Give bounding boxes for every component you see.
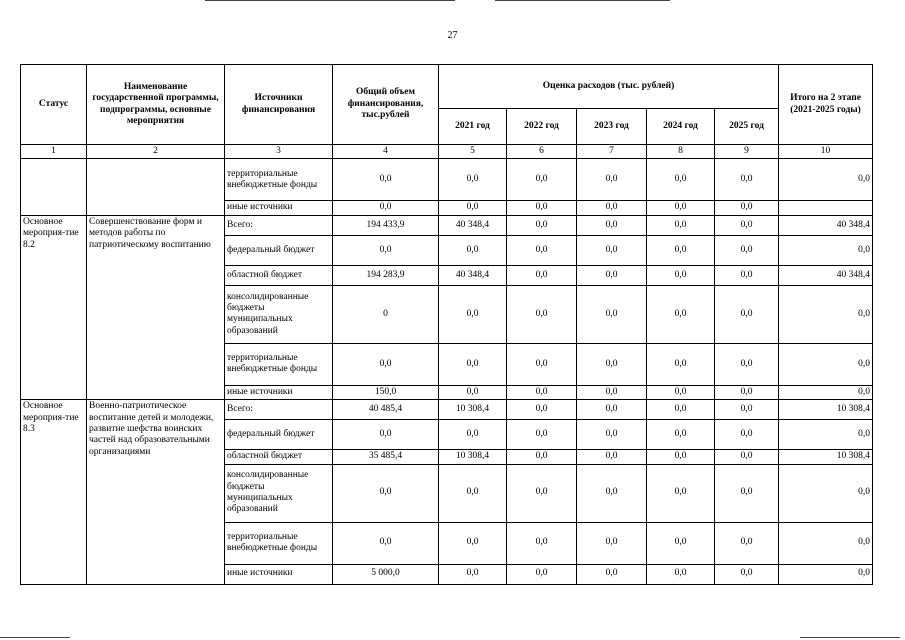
year-cell: 0,0 <box>507 522 577 564</box>
stage-total-cell: 0,0 <box>779 159 873 201</box>
column-number: 5 <box>439 145 507 159</box>
year-cell: 0,0 <box>577 385 647 399</box>
funding-source-cell: федеральный бюджет <box>225 235 333 265</box>
year-cell: 0,0 <box>507 159 577 201</box>
column-number: 4 <box>333 145 439 159</box>
year-cell: 0,0 <box>577 235 647 265</box>
year-cell: 0,0 <box>507 235 577 265</box>
year-cell: 0,0 <box>647 564 715 584</box>
funding-source-cell: иные источники <box>225 564 333 584</box>
column-number-row <box>21 145 873 159</box>
year-cell: 0,0 <box>647 215 715 235</box>
status-cell <box>21 159 87 215</box>
year-cell: 0,0 <box>715 201 779 215</box>
funding-source-cell: областной бюджет <box>225 265 333 285</box>
year-cell: 0,0 <box>647 385 715 399</box>
column-number: 1 <box>21 145 87 159</box>
total-cell: 0,0 <box>333 464 439 522</box>
year-cell: 0,0 <box>439 522 507 564</box>
header-status: Статус <box>21 65 87 145</box>
year-cell: 0,0 <box>507 420 577 450</box>
year-cell: 0,0 <box>647 159 715 201</box>
year-cell: 0,0 <box>507 564 577 584</box>
year-cell: 0,0 <box>647 265 715 285</box>
header-year: 2025 год <box>715 109 779 145</box>
year-cell: 0,0 <box>647 343 715 385</box>
status-cell: Основное мероприя-тие 8.3 <box>21 400 87 584</box>
total-cell: 0,0 <box>333 522 439 564</box>
year-cell: 0,0 <box>577 285 647 343</box>
scan-edge-mark-bottom-left <box>0 637 70 638</box>
year-cell: 0,0 <box>577 215 647 235</box>
funding-source-cell: консолидированные бюджеты муниципальных образований <box>225 285 333 343</box>
year-cell: 0,0 <box>715 385 779 399</box>
year-cell: 0,0 <box>647 400 715 420</box>
year-cell: 0,0 <box>507 385 577 399</box>
header-total: Общий объем финансирования, тыс.рублей <box>333 65 439 145</box>
year-cell: 0,0 <box>715 285 779 343</box>
year-cell: 0,0 <box>507 343 577 385</box>
header-year: 2021 год <box>439 109 507 145</box>
activity-name-cell: Совершенствование форм и методов работы по патриотическому воспитанию <box>87 215 225 399</box>
year-cell: 0,0 <box>439 420 507 450</box>
year-cell: 0,0 <box>715 522 779 564</box>
scan-edge-mark-top-left <box>205 0 455 1</box>
funding-source-cell: территориальные внебюджетные фонды <box>225 159 333 201</box>
stage-total-cell: 0,0 <box>779 522 873 564</box>
year-cell: 0,0 <box>647 235 715 265</box>
total-cell: 0 <box>333 285 439 343</box>
year-cell: 0,0 <box>715 450 779 464</box>
year-cell: 0,0 <box>715 235 779 265</box>
funding-source-cell: Всего: <box>225 215 333 235</box>
header-stage-total: Итого на 2 этапе (2021-2025 годы) <box>779 65 873 145</box>
year-cell: 0,0 <box>715 400 779 420</box>
stage-total-cell: 0,0 <box>779 420 873 450</box>
column-number: 8 <box>647 145 715 159</box>
year-cell: 0,0 <box>577 400 647 420</box>
column-number: 3 <box>225 145 333 159</box>
year-cell: 10 308,4 <box>439 400 507 420</box>
column-number: 7 <box>577 145 647 159</box>
year-cell: 0,0 <box>439 564 507 584</box>
year-cell: 0,0 <box>577 343 647 385</box>
year-cell: 0,0 <box>507 464 577 522</box>
activity-name-cell <box>87 159 225 215</box>
column-number: 10 <box>779 145 873 159</box>
header-estimate: Оценка расходов (тыс. рублей) <box>439 65 779 109</box>
year-cell: 0,0 <box>507 285 577 343</box>
status-cell: Основное мероприя-тие 8.2 <box>21 215 87 399</box>
year-cell: 0,0 <box>577 464 647 522</box>
year-cell: 0,0 <box>577 522 647 564</box>
total-cell: 0,0 <box>333 201 439 215</box>
funding-source-cell: территориальные внебюджетные фонды <box>225 343 333 385</box>
funding-source-cell: иные источники <box>225 385 333 399</box>
year-cell: 0,0 <box>507 400 577 420</box>
year-cell: 0,0 <box>647 420 715 450</box>
total-cell: 0,0 <box>333 235 439 265</box>
year-cell: 0,0 <box>507 201 577 215</box>
total-cell: 0,0 <box>333 343 439 385</box>
header-year: 2024 год <box>647 109 715 145</box>
year-cell: 0,0 <box>439 343 507 385</box>
year-cell: 0,0 <box>507 265 577 285</box>
year-cell: 0,0 <box>647 522 715 564</box>
year-cell: 0,0 <box>439 385 507 399</box>
year-cell: 0,0 <box>439 235 507 265</box>
total-cell: 194 283,9 <box>333 265 439 285</box>
column-number: 2 <box>87 145 225 159</box>
stage-total-cell: 0,0 <box>779 385 873 399</box>
header-name: Наименование государственной программы, подпрограммы, основные мероприятия <box>87 65 225 145</box>
year-cell: 0,0 <box>715 159 779 201</box>
year-cell: 0,0 <box>577 420 647 450</box>
funding-source-cell: областной бюджет <box>225 450 333 464</box>
year-cell: 0,0 <box>715 265 779 285</box>
page-number: 27 <box>447 30 458 41</box>
stage-total-cell: 40 348,4 <box>779 265 873 285</box>
year-cell: 0,0 <box>577 265 647 285</box>
stage-total-cell: 0,0 <box>779 564 873 584</box>
table-header <box>21 65 873 159</box>
stage-total-cell: 0,0 <box>779 285 873 343</box>
year-cell: 0,0 <box>507 215 577 235</box>
total-cell: 40 485,4 <box>333 400 439 420</box>
header-year: 2022 год <box>507 109 577 145</box>
year-cell: 0,0 <box>439 464 507 522</box>
total-cell: 5 000,0 <box>333 564 439 584</box>
year-cell: 0,0 <box>577 450 647 464</box>
year-cell: 0,0 <box>647 450 715 464</box>
year-cell: 0,0 <box>647 285 715 343</box>
stage-total-cell: 0,0 <box>779 343 873 385</box>
funding-source-cell: иные источники <box>225 201 333 215</box>
year-cell: 0,0 <box>439 159 507 201</box>
year-cell: 0,0 <box>715 215 779 235</box>
year-cell: 0,0 <box>577 159 647 201</box>
budget-table <box>20 64 873 585</box>
year-cell: 40 348,4 <box>439 215 507 235</box>
stage-total-cell <box>779 201 873 215</box>
funding-source-cell: территориальные внебюджетные фонды <box>225 522 333 564</box>
stage-total-cell: 0,0 <box>779 464 873 522</box>
funding-source-cell: федеральный бюджет <box>225 420 333 450</box>
year-cell: 0,0 <box>647 201 715 215</box>
funding-source-cell: консолидированные бюджеты муниципальных образований <box>225 464 333 522</box>
stage-total-cell: 0,0 <box>779 235 873 265</box>
stage-total-cell: 10 308,4 <box>779 400 873 420</box>
table-row <box>21 400 873 420</box>
table-row <box>21 215 873 235</box>
table-body <box>21 159 873 584</box>
total-cell: 0,0 <box>333 420 439 450</box>
scan-edge-mark-top-right <box>495 0 670 1</box>
year-cell: 0,0 <box>647 464 715 522</box>
year-cell: 0,0 <box>439 285 507 343</box>
stage-total-cell: 10 308,4 <box>779 450 873 464</box>
year-cell: 0,0 <box>715 343 779 385</box>
funding-source-cell: Всего: <box>225 400 333 420</box>
total-cell: 150,0 <box>333 385 439 399</box>
table-row <box>21 159 873 201</box>
column-number: 9 <box>715 145 779 159</box>
column-number: 6 <box>507 145 577 159</box>
year-cell: 10 308,4 <box>439 450 507 464</box>
year-cell: 0,0 <box>715 420 779 450</box>
year-cell: 0,0 <box>507 450 577 464</box>
year-cell: 40 348,4 <box>439 265 507 285</box>
stage-total-cell: 40 348,4 <box>779 215 873 235</box>
scan-edge-mark-bottom-right <box>800 637 900 638</box>
activity-name-cell: Военно-патриотическое воспитание детей и молодежи, развитие шефства воинских частей над образовательными организациями <box>87 400 225 584</box>
total-cell: 35 485,4 <box>333 450 439 464</box>
year-cell: 0,0 <box>715 464 779 522</box>
total-cell: 194 433,9 <box>333 215 439 235</box>
year-cell: 0,0 <box>577 564 647 584</box>
year-cell: 0,0 <box>577 201 647 215</box>
total-cell: 0,0 <box>333 159 439 201</box>
header-sources: Источники финансирования <box>225 65 333 145</box>
year-cell: 0,0 <box>715 564 779 584</box>
year-cell: 0,0 <box>439 201 507 215</box>
header-year: 2023 год <box>577 109 647 145</box>
